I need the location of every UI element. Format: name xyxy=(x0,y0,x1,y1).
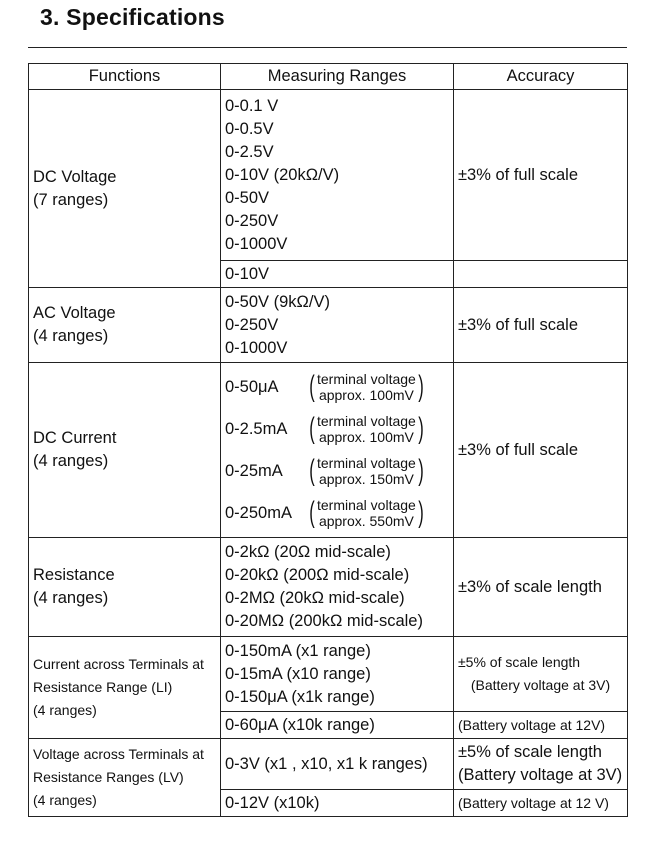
li-label-line: (4 ranges) xyxy=(33,702,97,718)
table-row xyxy=(29,637,628,712)
resistance-ranges-cell xyxy=(221,538,454,637)
resistance-count: (4 ranges) xyxy=(33,589,109,607)
dc-voltage-range: 0-0.1 V xyxy=(225,96,279,115)
resistance-label: Resistance xyxy=(33,566,115,584)
terminal-voltage-note: ( terminal voltage approx. 100mV ) xyxy=(309,370,424,403)
lv-range: 0-3V (x1 , x10, x1 k ranges) xyxy=(221,739,454,790)
dc-voltage-ranges-cell xyxy=(221,90,454,261)
terminal-voltage-note: ( terminal voltage approx. 100mV ) xyxy=(309,412,424,445)
specifications-table xyxy=(28,63,628,817)
dc-voltage-range: 0-250V xyxy=(225,211,279,230)
resistance-range: 0-2kΩ (20Ω mid-scale) xyxy=(225,543,391,561)
li-accuracy: ±5% of scale length xyxy=(458,654,581,670)
li-label-line: Current across Terminals at xyxy=(33,656,204,672)
dc-current-range: 0-25mA xyxy=(225,461,283,480)
li-label-line: Resistance Range (LI) xyxy=(33,679,173,695)
ac-voltage-label: AC Voltage xyxy=(33,304,116,322)
resistance-range: 0-20MΩ (200kΩ mid-scale) xyxy=(225,612,423,630)
dc-current-range-row xyxy=(225,408,449,450)
li-extra-range: 0-60μA (x10k range) xyxy=(221,712,454,739)
dc-current-range: 0-250mA xyxy=(225,503,292,522)
dc-voltage-count: (7 ranges) xyxy=(33,190,109,209)
dc-voltage-range: 0-2.5V xyxy=(225,142,274,161)
li-ranges-cell xyxy=(221,637,454,712)
header-row xyxy=(29,64,628,90)
lv-label-line: Resistance Ranges (LV) xyxy=(33,769,184,785)
dc-current-range-row xyxy=(225,492,449,534)
li-function-cell xyxy=(29,637,221,739)
dc-current-range: 0-50μA xyxy=(225,377,279,396)
lv-label-line: Voltage across Terminals at xyxy=(33,746,204,762)
dc-voltage-label: DC Voltage xyxy=(33,167,117,186)
page-title: 3. Specifications xyxy=(40,4,225,30)
dc-current-count: (4 ranges) xyxy=(33,452,109,470)
terminal-voltage-note: ( terminal voltage approx. 550mV ) xyxy=(309,496,424,529)
header-functions: Functions xyxy=(29,64,221,90)
dc-current-range-row xyxy=(225,450,449,492)
ac-voltage-accuracy: ±3% of full scale xyxy=(454,288,628,363)
ac-voltage-ranges-cell xyxy=(221,288,454,363)
resistance-range: 0-2MΩ (20kΩ mid-scale) xyxy=(225,589,405,607)
li-range: 0-150μA (x1k range) xyxy=(225,687,375,706)
li-battery-note: (Battery voltage at 3V) xyxy=(470,677,611,693)
ac-voltage-range: 0-1000V xyxy=(225,338,288,357)
ac-voltage-function-cell xyxy=(29,288,221,363)
lv-extra-range: 0-12V (x10k) xyxy=(221,790,454,817)
lv-battery-note: (Battery voltage at 3V) xyxy=(458,766,623,784)
dc-voltage-range: 0-0.5V xyxy=(225,119,274,138)
li-accuracy-cell xyxy=(454,637,628,712)
li-range: 0-15mA (x10 range) xyxy=(225,664,371,683)
dc-current-label: DC Current xyxy=(33,429,117,447)
dc-current-function-cell xyxy=(29,363,221,538)
dc-voltage-function-cell xyxy=(29,90,221,288)
resistance-function-cell xyxy=(29,538,221,637)
dc-voltage-range: 0-1000V xyxy=(225,234,288,253)
table-row xyxy=(29,90,628,261)
table-row xyxy=(29,538,628,637)
dc-voltage-extra-accuracy xyxy=(454,261,628,288)
table-row xyxy=(29,363,628,538)
table-row xyxy=(29,288,628,363)
dc-voltage-extra-range: 0-10V xyxy=(221,261,454,288)
li-range: 0-150mA (x1 range) xyxy=(225,641,371,660)
title-divider xyxy=(28,47,627,48)
resistance-accuracy: ±3% of scale length xyxy=(454,538,628,637)
dc-voltage-range: 0-10V (20kΩ/V) xyxy=(225,165,340,184)
header-measuring-ranges: Measuring Ranges xyxy=(221,64,454,90)
header-accuracy: Accuracy xyxy=(454,64,628,90)
terminal-voltage-note: ( terminal voltage approx. 150mV ) xyxy=(309,454,424,487)
dc-current-ranges-cell xyxy=(221,363,454,538)
dc-current-range: 0-2.5mA xyxy=(225,419,288,438)
lv-function-cell xyxy=(29,739,221,817)
ac-voltage-count: (4 ranges) xyxy=(33,327,109,345)
dc-current-range-row xyxy=(225,366,449,408)
resistance-range: 0-20kΩ (200Ω mid-scale) xyxy=(225,566,410,584)
dc-current-accuracy: ±3% of full scale xyxy=(454,363,628,538)
ac-voltage-range: 0-250V xyxy=(225,315,279,334)
lv-extra-accuracy: (Battery voltage at 12 V) xyxy=(454,790,628,817)
li-extra-accuracy: (Battery voltage at 12V) xyxy=(454,712,628,739)
lv-label-line: (4 ranges) xyxy=(33,792,97,808)
lv-accuracy: ±5% of scale length xyxy=(458,743,602,761)
dc-voltage-accuracy: ±3% of full scale xyxy=(454,90,628,261)
table-row xyxy=(29,739,628,790)
dc-voltage-range: 0-50V xyxy=(225,188,270,207)
lv-accuracy-cell xyxy=(454,739,628,790)
ac-voltage-range: 0-50V (9kΩ/V) xyxy=(225,292,330,311)
